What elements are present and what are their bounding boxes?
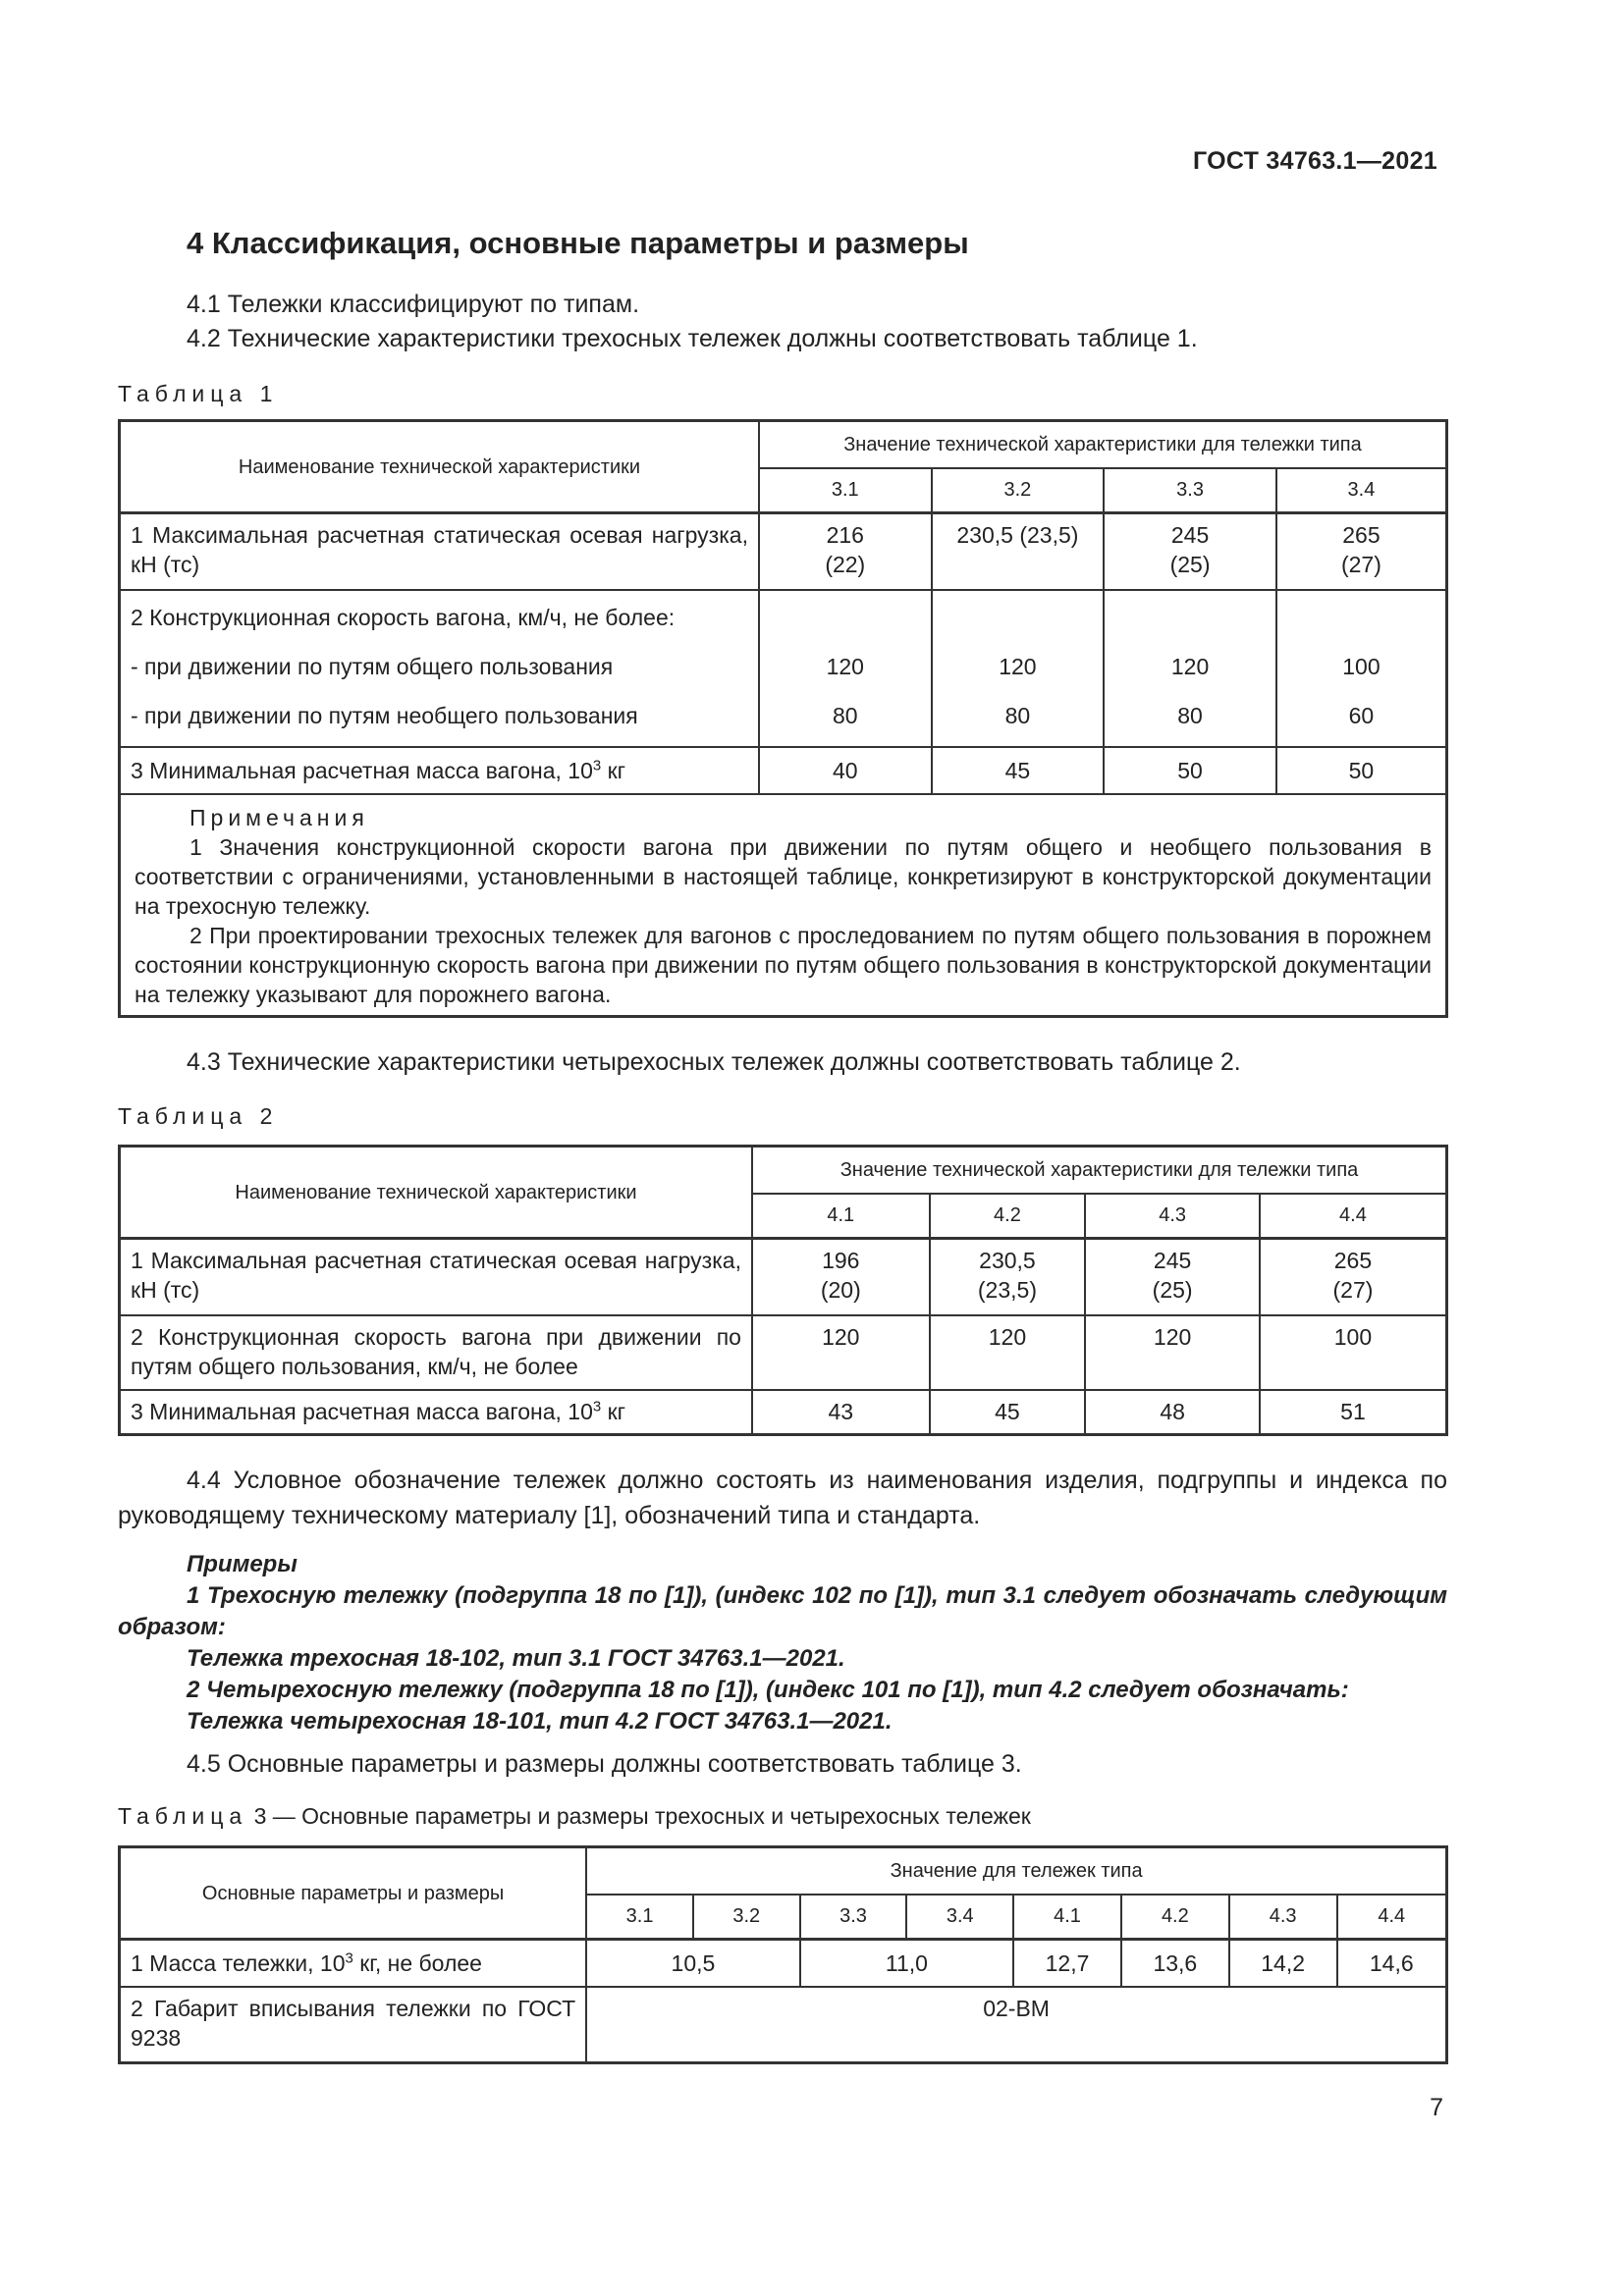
t1-head-value: Значение технической характеристики для тележки типа <box>759 421 1447 468</box>
t1-row3-v3: 50 <box>1104 747 1276 794</box>
t1-note-2: 2 При проектировании трехосных тележек для вагонов с проследованием по путям общего пользования в порожнем состоянии конструкционную скорость вагона при движении по путям общего пользования в конструкторской документации на тележку указывают для порожнего вагона. <box>135 922 1432 1007</box>
t2-row1-v1: 196 (20) <box>752 1239 930 1315</box>
t3-row2-label: 2 Габарит вписывания тележки по ГОСТ 9238 <box>120 1987 587 2063</box>
example-2: 2 Четырехосную тележку (подгруппа 18 по [1]), (индекс 101 по [1]), тип 4.2 следует обозначать: <box>187 1677 1349 1703</box>
t3-row1-label: 1 Масса тележки, $10^3$ кг, не более <box>120 1940 587 1987</box>
paragraph-4-5: 4.5 Основные параметры и размеры должны соответствовать таблице 3. <box>187 1750 1022 1778</box>
t1-row2-heading: 2 Конструкционная скорость вагона, км/ч, не более: <box>131 604 676 630</box>
t1-row3-v2: 45 <box>932 747 1105 794</box>
t3-type-3-2: 3.2 <box>693 1895 800 1940</box>
table1-caption <box>118 381 278 407</box>
t2-row1-label: 1 Максимальная расчетная статическая осевая нагрузка, кН (тс) <box>120 1239 752 1315</box>
example-1: 1 Трехосную тележку (подгруппа 18 по [1]), (индекс 102 по [1]), тип 3.1 следует обозначать следующим образом: <box>118 1582 1447 1640</box>
t3-row1-v-4-3: 14,2 <box>1229 1940 1337 1987</box>
paragraph-4-4: 4.4 Условное обозначение тележек должно состоять из наименования изделия, подгруппы и индекса по руководящему техническому материалу [1], обозначений типа и стандарта. <box>118 1467 1447 1529</box>
t2-row2-v3: 120 <box>1085 1315 1260 1390</box>
paragraph-4-2: 4.2 Технические характеристики трехосных тележек должны соответствовать таблице 1. <box>187 325 1198 352</box>
document-id: ГОСТ 34763.1—2021 <box>1192 147 1437 175</box>
t1-row1-v3: 245 (25) <box>1104 513 1276 590</box>
t1-row2-sub2: - при движении по путям необщего пользования <box>131 702 638 728</box>
t1-type-3-3: 3.3 <box>1104 468 1276 513</box>
t2-type-4-3: 4.3 <box>1085 1194 1260 1239</box>
t3-row1-v-4-2: 13,6 <box>1121 1940 1229 1987</box>
t1-type-3-4: 3.4 <box>1276 468 1447 513</box>
t1-row2-sub1: - при движении по путям общего пользования <box>131 653 614 679</box>
t1-row2-label <box>120 590 759 747</box>
t2-row2-label: 2 Конструкционная скорость вагона при движении по путям общего пользования, км/ч, не более <box>120 1315 752 1390</box>
paragraph-4-3: 4.3 Технические характеристики четырехосных тележек должны соответствовать таблице 2. <box>187 1048 1241 1076</box>
t2-row2-v1: 120 <box>752 1315 930 1390</box>
t1-row2-v1: 120 80 <box>759 590 932 747</box>
t1-row1-v2: 230,5 (23,5) <box>932 513 1105 590</box>
paragraph-4-1: 4.1 Тележки классифицируют по типам. <box>187 291 640 318</box>
table-1 <box>118 419 1448 1018</box>
t2-head-name: Наименование технической характеристики <box>120 1147 752 1239</box>
t3-head-value: Значение для тележек типа <box>586 1847 1446 1895</box>
t2-head-value: Значение технической характеристики для тележки типа <box>752 1147 1447 1194</box>
t3-type-3-1: 3.1 <box>586 1895 693 1940</box>
t1-note-1: 1 Значения конструкционной скорости вагона при движении по путям общего и необщего пользования в соответствии с ограничениями, установленными в настоящей таблице, конкретизируют в конструкторской документации на трехосную тележку. <box>135 833 1432 919</box>
t3-type-4-4: 4.4 <box>1337 1895 1447 1940</box>
t1-row3-v1: 40 <box>759 747 932 794</box>
t2-row1-v3: 245 (25) <box>1085 1239 1260 1315</box>
table-3 <box>118 1845 1448 2064</box>
t3-row2-value: 02-ВМ <box>586 1987 1446 2063</box>
t2-row2-v2: 120 <box>930 1315 1086 1390</box>
table3-caption-rest: 3 — Основные параметры и размеры трехосных и четырехосных тележек <box>253 1803 1031 1829</box>
t2-row3-v3: 48 <box>1085 1390 1260 1435</box>
t1-notes-heading: Примечания <box>189 804 369 830</box>
t3-row1-v-4-1: 12,7 <box>1013 1940 1121 1987</box>
table3-caption-word: Таблица <box>118 1803 248 1829</box>
t1-row3-v4: 50 <box>1276 747 1447 794</box>
table3-caption <box>118 1803 1031 1830</box>
t1-type-3-2: 3.2 <box>932 468 1105 513</box>
t1-row1-label: 1 Максимальная расчетная статическая осевая нагрузка, кН (тс) <box>120 513 759 590</box>
t2-type-4-1: 4.1 <box>752 1194 930 1239</box>
t3-type-4-3: 4.3 <box>1229 1895 1337 1940</box>
examples-heading: Примеры <box>187 1551 298 1577</box>
table2-caption-text: Таблица 2 <box>118 1103 279 1129</box>
examples-block <box>118 1549 1447 1737</box>
t2-row2-v4: 100 <box>1260 1315 1447 1390</box>
t1-row2-v3: 120 80 <box>1104 590 1276 747</box>
table-2 <box>118 1145 1448 1436</box>
t1-head-name: Наименование технической характеристики <box>120 421 759 513</box>
page-number: 7 <box>1430 2094 1443 2121</box>
table2-caption <box>118 1103 278 1130</box>
t3-type-4-2: 4.2 <box>1121 1895 1229 1940</box>
t1-type-3-1: 3.1 <box>759 468 932 513</box>
t2-row3-label: 3 Минимальная расчетная масса вагона, $10^3$ кг <box>120 1390 752 1435</box>
t3-head-name: Основные параметры и размеры <box>120 1847 587 1940</box>
t1-row1-v1: 216 (22) <box>759 513 932 590</box>
t1-notes <box>120 794 1447 1017</box>
t2-row1-v4: 265 (27) <box>1260 1239 1447 1315</box>
t2-row3-v1: 43 <box>752 1390 930 1435</box>
example-1-value: Тележка трехосная 18-102, тип 3.1 ГОСТ 34763.1—2021. <box>187 1645 845 1672</box>
t2-row3-v2: 45 <box>930 1390 1086 1435</box>
t1-row3-label: 3 Минимальная расчетная масса вагона, $10^3$ кг <box>120 747 759 794</box>
t1-row2-v4: 100 60 <box>1276 590 1447 747</box>
t3-row1-v-3-1-3-2: 10,5 <box>586 1940 799 1987</box>
t3-row1-v-4-4: 14,6 <box>1337 1940 1447 1987</box>
t2-row3-v4: 51 <box>1260 1390 1447 1435</box>
table1-caption-text: Таблица 1 <box>118 381 279 406</box>
t1-row1-v4: 265 (27) <box>1276 513 1447 590</box>
t1-row2-v2: 120 80 <box>932 590 1105 747</box>
section-title: 4 Классификация, основные параметры и размеры <box>187 226 969 260</box>
t2-type-4-4: 4.4 <box>1260 1194 1447 1239</box>
t2-row1-v2: 230,5 (23,5) <box>930 1239 1086 1315</box>
example-2-value: Тележка четырехосная 18-101, тип 4.2 ГОСТ 34763.1—2021. <box>187 1708 893 1735</box>
t3-type-3-3: 3.3 <box>800 1895 907 1940</box>
t3-row1-v-3-3-3-4: 11,0 <box>800 1940 1013 1987</box>
t3-type-4-1: 4.1 <box>1013 1895 1121 1940</box>
t3-type-3-4: 3.4 <box>906 1895 1013 1940</box>
t2-type-4-2: 4.2 <box>930 1194 1086 1239</box>
